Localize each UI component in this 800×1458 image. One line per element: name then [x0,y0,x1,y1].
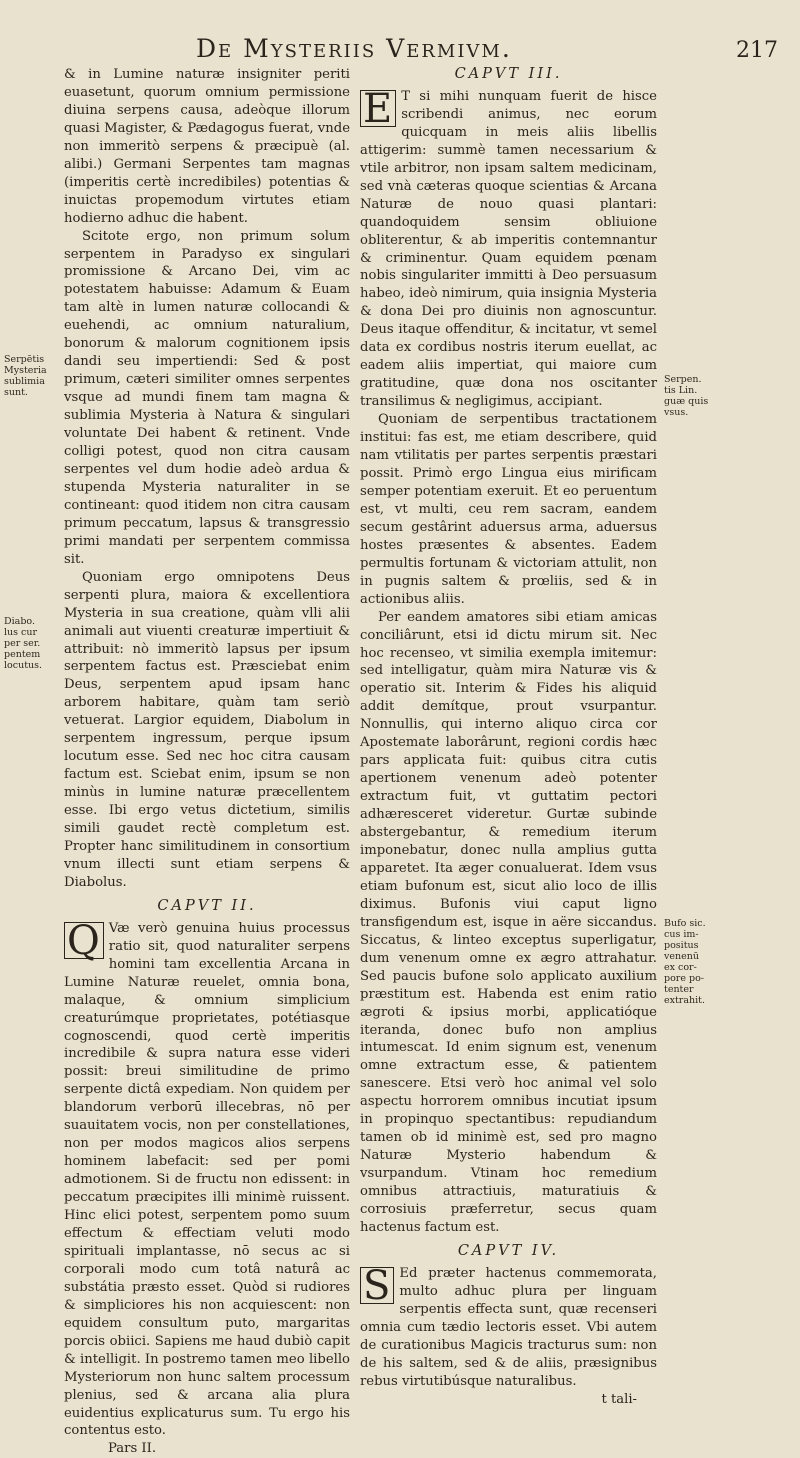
running-title: De Mysteriis Vermivm. [196,34,512,63]
margin-note-serpentis-mysteria [4,354,60,398]
margin-note-line: per ser. [4,638,41,649]
right-paragraph-1 [360,85,657,411]
right-column [360,66,657,1409]
margin-note-line: tenter [664,984,694,995]
margin-note-line: Mysteria [4,365,47,376]
margin-note-line: Serpētis [4,354,45,365]
margin-note-diabolus [4,616,60,671]
margin-note-line: ex cor- [664,962,697,973]
right-paragraph-4-text: Ed præter hactenus commemorata, multo adhuc plura per linguam serpentis effecta sunt, quæ recenseri omnia cum tædio lectoris esset. Vbi autem de curationibus Magicis tracturus sum: non de his saltem, sed & de aliis, præsignibus rebus virtutibúsque naturalibus. [360,1265,657,1389]
left-paragraph-4-text: Væ verò genuina huius processus ratio sit, quod naturaliter serpens homini tam excellentia Arcana in Lumine Naturæ reuelet, omnia bona, malaque, & omnium simplicium creaturúmque proprietates, potétiasque cognoscendi, quod certè imperitis incredibile & supra natura esse videri possit: breui similitudine de primo serpente dictâ expediam. Non quidem per blandorum verborū illecebras, nō per suauitatem vocis, non per constellationes, non per modos magicos alios serpens hominem labefacit: sed per pomi admotionem. Si de fructu non edissent: in peccatum præcipites illi minimè ruissent. Hinc elici potest, serpentem pomo suum effectum & effectiam veluti modo spirituali implantasse, nō secus ac si corporali modo cum totâ naturâ ac substátia præsto esset. Quòd si rudiores & simpliciores his non acquiescent: non equidem consultum puto, margaritas porcis obiici. Sapiens me haud dubiò capit & intelligit. In postremo tamen meo libello Mysteriorum non hunc saltem processum plenius, sed & arcana alia plura euidentius explicaturus sum. Tu ergo his contentus esto. [64,920,350,1439]
margin-note-line: lus cur [4,627,38,638]
catchword-left: Pars II. [108,1441,157,1457]
left-paragraph-3: Quoniam ergo omnipotens Deus serpenti plura, maiora & excellentiora Mysteria in sua creatione, quàm vlli alii animali aut viuenti creaturæ impertiuit & attribuit: nò immeritò lapsus per ipsum serpentem factus est. Præsciebat enim Deus, serpentem apud ipsam hanc arborem habitare, quàm tam seriò vetuerat. Largior equidem, Diabolum in serpentem ingressum, perque ipsum locutum esse. Sed nec hoc citra causam factum est. Sciebat enim, ipsum se non minùs in lumine naturæ præcellentem esse. Ibi ergo vetus dictetium, similis simili gaudet rectè completum est. Propter hanc similitudinem in consortium vnum illecti sunt etiam serpens & Diabolus. [64,569,350,890]
margin-note-line: sublimia [4,376,45,387]
drop-cap-e: E [360,90,396,127]
left-column [64,66,350,1458]
left-paragraph-1: & in Lumine naturæ insigniter periti euasetunt, quorum omnium permissione diuina serpens causa, adeòque illorum quasi Magister, & Pædagogus fuerat, vnde non immeritò serpens & præcipuè (al. alibi.) Germani Serpentes tam magnas (imperitis certè incredibiles) potentias & inuictas propemodum virtutes etiam hodierno adhuc die habent. [64,67,350,226]
margin-note-line: positus [664,940,699,951]
margin-note-line: pore po- [664,973,704,984]
margin-note-line: Diabo. [4,616,35,627]
margin-note-line: Bufo sic. [664,918,706,929]
chapter-heading-3: CAPVT III. [454,66,563,82]
right-paragraph-2: Quoniam de serpentibus tractationem institui: fas est, me etiam describere, quid nam vtilitatis per partes serpentis præstari possit. Primò ergo Lingua eius mirificam semper potentiam exeruit. Et eo peruentum est, vt multi, ceu rem sacram, eandem secum gestârint aduersus arma, aduersus hostes præsentes & absentes. Eadem permultis fortunam & victoriam attulit, non in pugnis saltem & prœliis, sed & in actionibus aliis. [360,412,657,607]
margin-note-line: locutus. [4,660,43,671]
margin-note-bufo [664,918,716,1006]
margin-note-line: venenū [664,951,699,962]
margin-note-serpentis-lingua [664,374,716,418]
drop-cap-s: S [360,1267,394,1304]
margin-note-line: cus im- [664,929,699,940]
catchword-right: t tali- [601,1391,637,1407]
page-number: 217 [736,38,778,63]
margin-note-line: pentem [4,649,41,660]
right-paragraph-1-text: T si mihi nunquam fuerit de hisce scribendi animus, nec eorum quicquam in meis aliis libellis attigerim: summè tamen necessarium & vtile arbitror, non ipsam saltem medicinam, sed vnà cæteras quoque scientias & Arcana Naturæ de nouo quasi plantari: quandoquidem sensim obliuione obliterentur, & ab imperitis contemnantur & criminentur. Quam equidem pœnam nobis singulariter immitti à Deo persuasum habeo, ideò nimirum, quia insignia Mysteria & dona Dei pro diuinis non agnoscuntur. Deus itaque offenditur, & incitatur, vt semel data ex cordibus nostris iterum euellat, ac eadem aliis impertiat, qui maiore cum gratitudine, quæ dona nos oscitanter transilimus & negligimus, accipiant. [360,88,657,410]
margin-note-line: sunt. [4,387,28,398]
right-paragraph-3: Per eandem amatores sibi etiam amicas conciliârunt, etsi id dictu mirum sit. Nec hoc recenseo, vt similia exempla imitemur: sed intelligatur, quàm mira Naturæ vis & operatio sit. Interim & Fides his aliquid addit demítque, prout vsurpantur. Nonnullis, qui interno aliquo circa cor Apostemate laborârunt, regioni cordis hæc pars applicata fuit: quibus citra cutis apertionem venenum adeò potenter extractum fuit, vt guttatim pectori adhæresceret videretur. Gurtæ subinde abstergebantur, & remedium iterum imponebatur, donec nulla amplius gutta apparetet. Ita æger conualuerat. Idem vsus etiam bufonum est, sicut alio loco de illis diximus. Bufonis viui caput ligno transfigendum est, isque in aëre siccandus. Siccatus, & linteo exceptus superligatur, dum venenum omne ex ægro attrahatur. Sed paucis bufone solo applicato auxilium præstitum est. Habenda est enim ratio ægroti & ipsius morbi, applicatióque iteranda, donec bufo non amplius intumescat. Id enim signum est, venenum omne extractum esse, & patientem sanescere. Etsi verò hoc animal vel solo aspectu horrorem omnibus incutiat ipsum in propinquo spectantibus: repudiandum tamen ob id minimè est, sed pro magno Naturæ Mysterio habendum & vsurpandum. Vtinam hoc remedium omnibus attractiuis, maturatiuis & corrosiuis præferretur, secus quam hactenus factum est. [360,609,657,1235]
left-paragraph-4 [64,917,350,1441]
margin-note-line: tis Lin. [664,385,698,396]
right-paragraph-4 [360,1262,657,1391]
margin-note-line: vsus. [664,407,689,418]
chapter-heading-2: CAPVT II. [157,897,257,914]
drop-cap-q: Q [64,922,104,959]
margin-note-line: guæ quis [664,396,709,407]
left-paragraph-2: Scitote ergo, non primum solum serpentem in Paradyso ex singulari promissione & Arcano Dei, vim ac potestatem habuisse: Adamum & Euam tam altè in lumen naturæ collocandi & euehendi, ac omnium naturalium, bonorum & malorum cognitionem ipsis dandi seu impertiendi: Sed & post primum, cæteri similiter omnes serpentes vsque ad mundi finem tam magna & sublimia Mysteria à Natura & singulari voluntate Dei habent & retinent. Vnde colligi potest, quod non citra causam serpentes vel dum hodie adeò ardua & stupenda Mysteria naturaliter in se contineant: quod itidem non citra causam primum peccatum, lapsus & transgressio primi mandati per serpentem commissa sit. [64,228,350,567]
margin-note-line: extrahit. [664,995,705,1006]
margin-note-line: Serpen. [664,374,702,385]
chapter-heading-4: CAPVT IV. [457,1242,560,1259]
page-header [0,34,800,68]
